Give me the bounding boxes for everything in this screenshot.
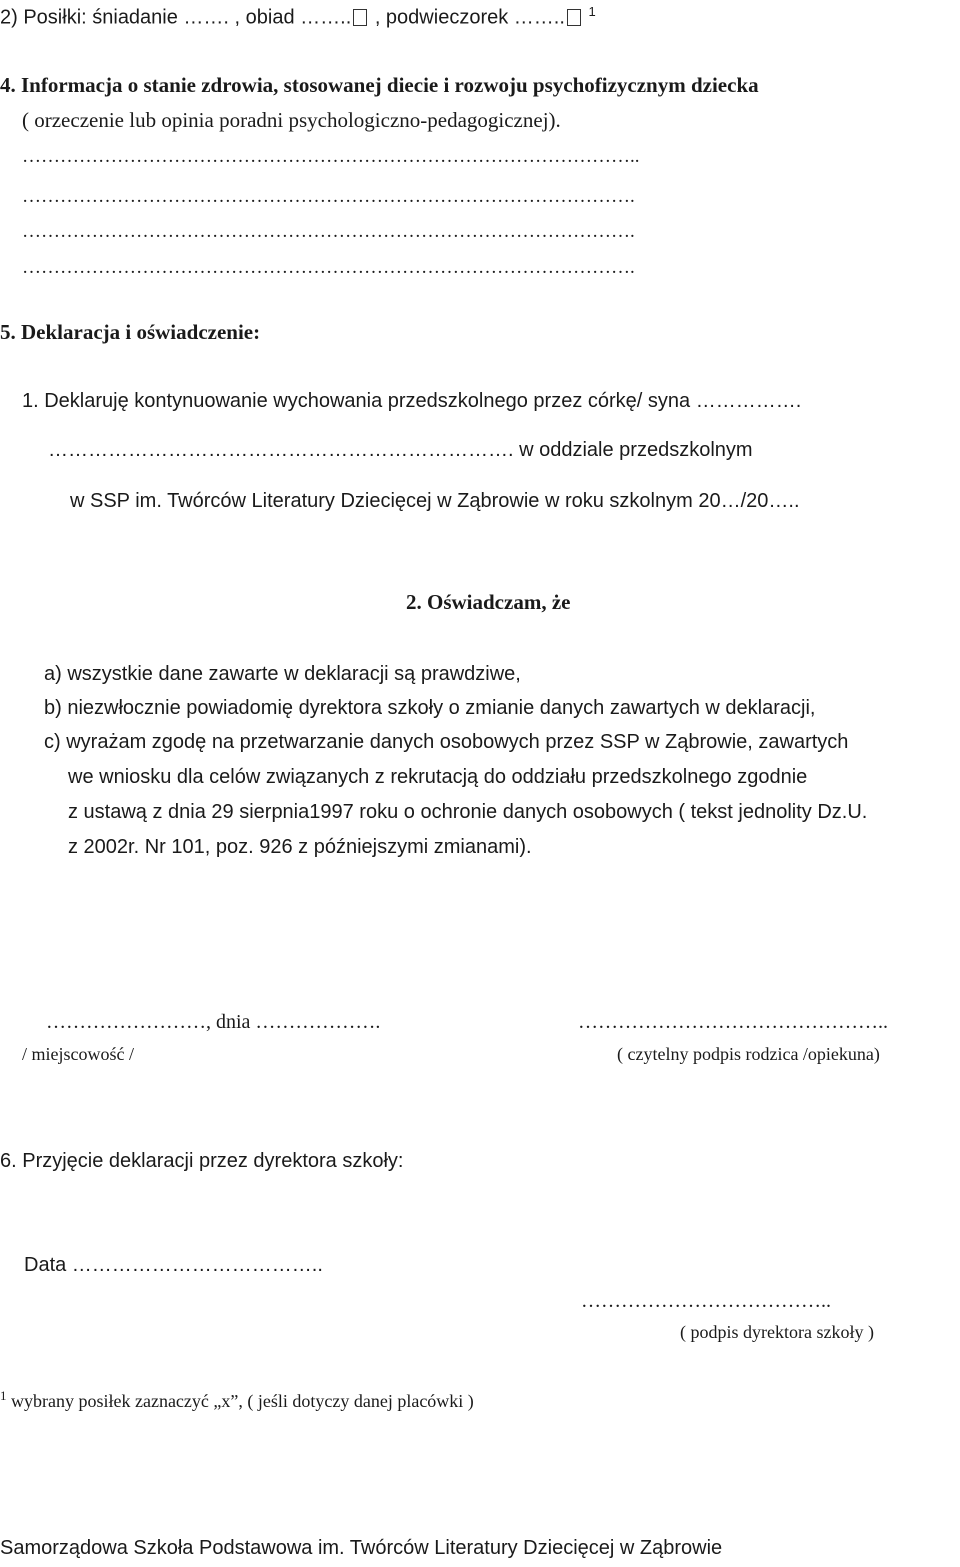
statement-c-line-2: we wniosku dla celów związanych z rekrutacją do oddziału przedszkolnego zgodnie [68,766,808,788]
director-signature-label: ( podpis dyrektora szkoły ) [680,1322,874,1342]
place-date-line[interactable]: ……………………, dnia ………………. [46,1011,381,1033]
director-signature-line[interactable]: ……………………………….. [581,1290,831,1312]
statement-c-line-4: z 2002r. Nr 101, poz. 926 z późniejszymi zmianami). [68,836,532,858]
meals-text: 2) Posiłki: śniadanie ……. , obiad …….. [0,6,352,29]
statement-a: a) wszystkie dane zawarte w deklaracji są prawdziwe, [44,663,521,685]
section6-title: 6. Przyjęcie deklaracji przez dyrektora szkoły: [0,1150,404,1172]
health-info-line-1[interactable]: …………………………………………………………………………………….. [22,146,640,167]
statement-c-line-3: z ustawą z dnia 29 sierpnia1997 roku o ochronie danych osobowych ( tekst jednolity Dz.U. [68,801,868,823]
health-info-line-2[interactable]: ……………………………………………………………………………………. [22,186,635,207]
section5-title: 5. Deklaracja i oświadczenie: [0,320,261,344]
parent-signature-line[interactable]: ……………………………………….. [578,1011,888,1033]
declaration-line-2: ……………………………………………………………. w oddziale przedszkolnym [48,439,753,461]
section4-title: 4. Informacja o stanie zdrowia, stosowanej diecie i rozwoju psychofizycznym dziecka [0,73,759,97]
statement-c-line-1: c) wyrażam zgodę na przetwarzanie danych osobowych przez SSP w Ząbrowie, zawartych [44,731,849,753]
acceptance-date-line[interactable]: Data ……………………………….. [24,1254,323,1276]
checkbox-podwieczorek[interactable] [567,9,581,26]
footnote-ref: 1 [588,4,596,19]
place-label: / miejscowość / [22,1044,134,1064]
footnote [0,1388,474,1412]
health-info-line-4[interactable]: ……………………………………………………………………………………. [22,257,635,278]
statement-b: b) niezwłocznie powiadomię dyrektora szkoły o zmianie danych zawartych w deklaracji, [44,697,816,719]
footnote-mark: 1 [0,1388,7,1403]
parent-signature-label: ( czytelny podpis rodzica /opiekuna) [617,1044,880,1064]
meals-line [0,4,596,30]
declaration-line-1: 1. Deklaruję kontynuowanie wychowania przedszkolnego przez córkę/ syna ……………. [22,390,802,412]
checkbox-obiad[interactable] [353,9,367,26]
statement-title: 2. Oświadczam, że [406,590,571,614]
section4-subtitle: ( orzeczenie lub opinia poradni psychologiczno-pedagogicznej). [22,108,561,132]
footer-school-name: Samorządowa Szkoła Podstawowa im. Twórców Literatury Dziecięcej w Ząbrowie [0,1537,723,1559]
meals-mid: , podwieczorek …….. [369,6,565,29]
footnote-text: wybrany posiłek zaznaczyć „x”, ( jeśli dotyczy danej placówki ) [6,1391,474,1411]
health-info-line-3[interactable]: ……………………………………………………………………………………. [22,221,635,242]
declaration-line-3: w SSP im. Twórców Literatury Dziecięcej w Ząbrowie w roku szkolnym 20…/20….. [70,490,800,512]
